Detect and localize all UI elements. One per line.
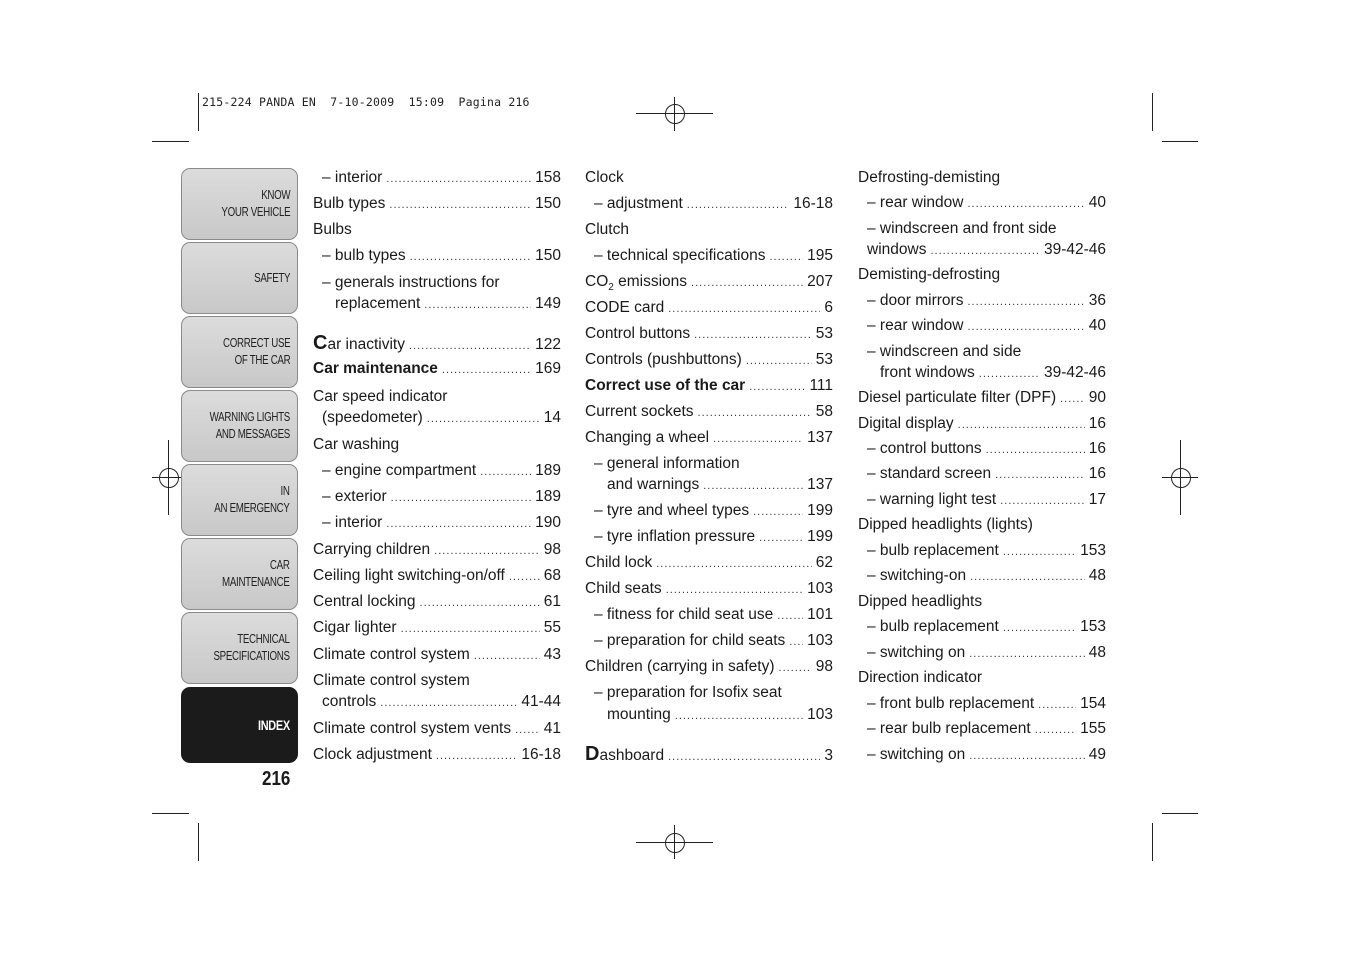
index-heading: – general information: [594, 455, 740, 472]
index-entry: replacement ..... 149: [313, 294, 561, 315]
index-heading: – windscreen and front side: [867, 220, 1057, 237]
index-entry: – front bulb replacement ..... 154: [858, 694, 1106, 715]
index-entry: – interior ..... 158: [313, 168, 561, 189]
index-entry: – switching-on ..... 48: [858, 566, 1106, 587]
index-entry: – rear window ..... 40: [858, 193, 1106, 214]
index-heading: Dipped headlights (lights): [858, 516, 1033, 533]
index-heading: Climate control system: [313, 672, 470, 689]
index-entry: – switching on ..... 48: [858, 643, 1106, 664]
index-entry: $CO_2$ emissions ..... 207: [585, 272, 833, 298]
index-heading: – generals instructions for: [322, 274, 500, 291]
index-entry: Car maintenance ..... 169: [313, 359, 561, 380]
index-entry: Bulb types ..... 150: [313, 194, 561, 215]
index-entry: – tyre inflation pressure ..... 199: [585, 527, 833, 548]
index-entry: Car inactivity ..... 122: [313, 333, 561, 356]
index-entry: Children (carrying in safety) ..... 98: [585, 657, 833, 678]
tab-label: IN AN EMERGENCY: [214, 484, 290, 515]
index-heading: Bulbs: [313, 221, 352, 238]
index-entry: Current sockets ..... 58: [585, 402, 833, 423]
index-entry: (speedometer) ..... 14: [313, 408, 561, 429]
index-heading: – preparation for Isofix seat: [594, 684, 782, 701]
index-entry: Central locking ..... 61: [313, 592, 561, 613]
index-heading: – windscreen and side: [867, 343, 1022, 360]
index-entry: front windows ..... 39-42-46: [858, 363, 1106, 384]
page-number: 216: [262, 768, 291, 790]
tab-label: SAFETY: [253, 270, 290, 285]
index-entry: Climate control system ..... 43: [313, 645, 561, 666]
index-heading: Clutch: [585, 221, 629, 238]
tab-car-maintenance[interactable]: [181, 538, 298, 610]
index-entry: Dashboard ..... 3: [585, 744, 833, 767]
tab-know-your-vehicle[interactable]: [181, 168, 298, 240]
tab-label: WARNING LIGHTS AND MESSAGES: [209, 410, 290, 441]
index-entry: – door mirrors ..... 36: [858, 291, 1106, 312]
index-heading: Car speed indicator: [313, 388, 448, 405]
tab-in-an-emergency[interactable]: [181, 464, 298, 536]
index-entry: – preparation for child seats ..... 103: [585, 631, 833, 652]
index-entry: – switching on ..... 49: [858, 745, 1106, 766]
index-entry: – bulb replacement ..... 153: [858, 617, 1106, 638]
index-heading: Clock: [585, 169, 624, 186]
tab-index[interactable]: [181, 687, 298, 763]
index-entry: – tyre and wheel types ..... 199: [585, 501, 833, 522]
index-entry: – warning light test ..... 17: [858, 490, 1106, 511]
index-entry: Control buttons ..... 53: [585, 324, 833, 345]
tab-safety[interactable]: [181, 242, 298, 314]
index-entry: Carrying children ..... 98: [313, 540, 561, 561]
tab-technical-specifications[interactable]: [181, 612, 298, 684]
index-entry: Ceiling light switching-on/off ..... 68: [313, 566, 561, 587]
print-header: 215-224 PANDA EN 7-10-2009 15:09 Pagina 216: [202, 95, 530, 109]
index-entry: Clock adjustment ..... 16-18: [313, 745, 561, 766]
tab-warning-lights[interactable]: [181, 390, 298, 462]
index-entry: – fitness for child seat use ..... 101: [585, 605, 833, 626]
index-entry: and warnings ..... 137: [585, 475, 833, 496]
tab-label: INDEX: [258, 716, 290, 733]
index-entry: – adjustment ..... 16-18: [585, 194, 833, 215]
index-heading: Demisting-defrosting: [858, 266, 1001, 283]
index-heading: Direction indicator: [858, 669, 983, 686]
index-entry: Child lock ..... 62: [585, 553, 833, 574]
index-entry: Digital display ..... 16: [858, 414, 1106, 435]
tab-label: TECHNICAL SPECIFICATIONS: [213, 632, 290, 663]
tab-label: CORRECT USE OF THE CAR: [222, 336, 290, 367]
index-entry: – rear window ..... 40: [858, 316, 1106, 337]
index-entry: Correct use of the car ..... 111: [585, 376, 833, 397]
index-entry: Controls (pushbuttons) ..... 53: [585, 350, 833, 371]
index-entry: Child seats ..... 103: [585, 579, 833, 600]
index-heading: Car washing: [313, 436, 400, 453]
index-entry: – engine compartment ..... 189: [313, 461, 561, 482]
index-entry: – control buttons ..... 16: [858, 439, 1106, 460]
index-entry: – bulb types ..... 150: [313, 246, 561, 267]
index-entry: windows ..... 39-42-46: [858, 240, 1106, 261]
index-entry: – interior ..... 190: [313, 513, 561, 534]
index-entry: – technical specifications ..... 195: [585, 246, 833, 267]
index-entry: Cigar lighter ..... 55: [313, 618, 561, 639]
index-entry: Climate control system vents ..... 41: [313, 719, 561, 740]
index-entry: CODE card ..... 6: [585, 298, 833, 319]
index-entry: Diesel particulate filter (DPF) ..... 90: [858, 388, 1106, 409]
index-entry: – rear bulb replacement ..... 155: [858, 719, 1106, 740]
index-heading: Dipped headlights: [858, 593, 983, 610]
tab-correct-use[interactable]: [181, 316, 298, 388]
index-entry: controls ..... 41-44: [313, 692, 561, 713]
tab-label: CAR MAINTENANCE: [222, 558, 290, 589]
index-heading: Defrosting-demisting: [858, 169, 1001, 186]
index-entry: Changing a wheel ..... 137: [585, 428, 833, 449]
index-entry: – bulb replacement ..... 153: [858, 541, 1106, 562]
index-entry: – exterior ..... 189: [313, 487, 561, 508]
index-entry: – standard screen ..... 16: [858, 464, 1106, 485]
tab-label: KNOW YOUR VEHICLE: [221, 188, 290, 219]
index-entry: mounting ..... 103: [585, 705, 833, 726]
